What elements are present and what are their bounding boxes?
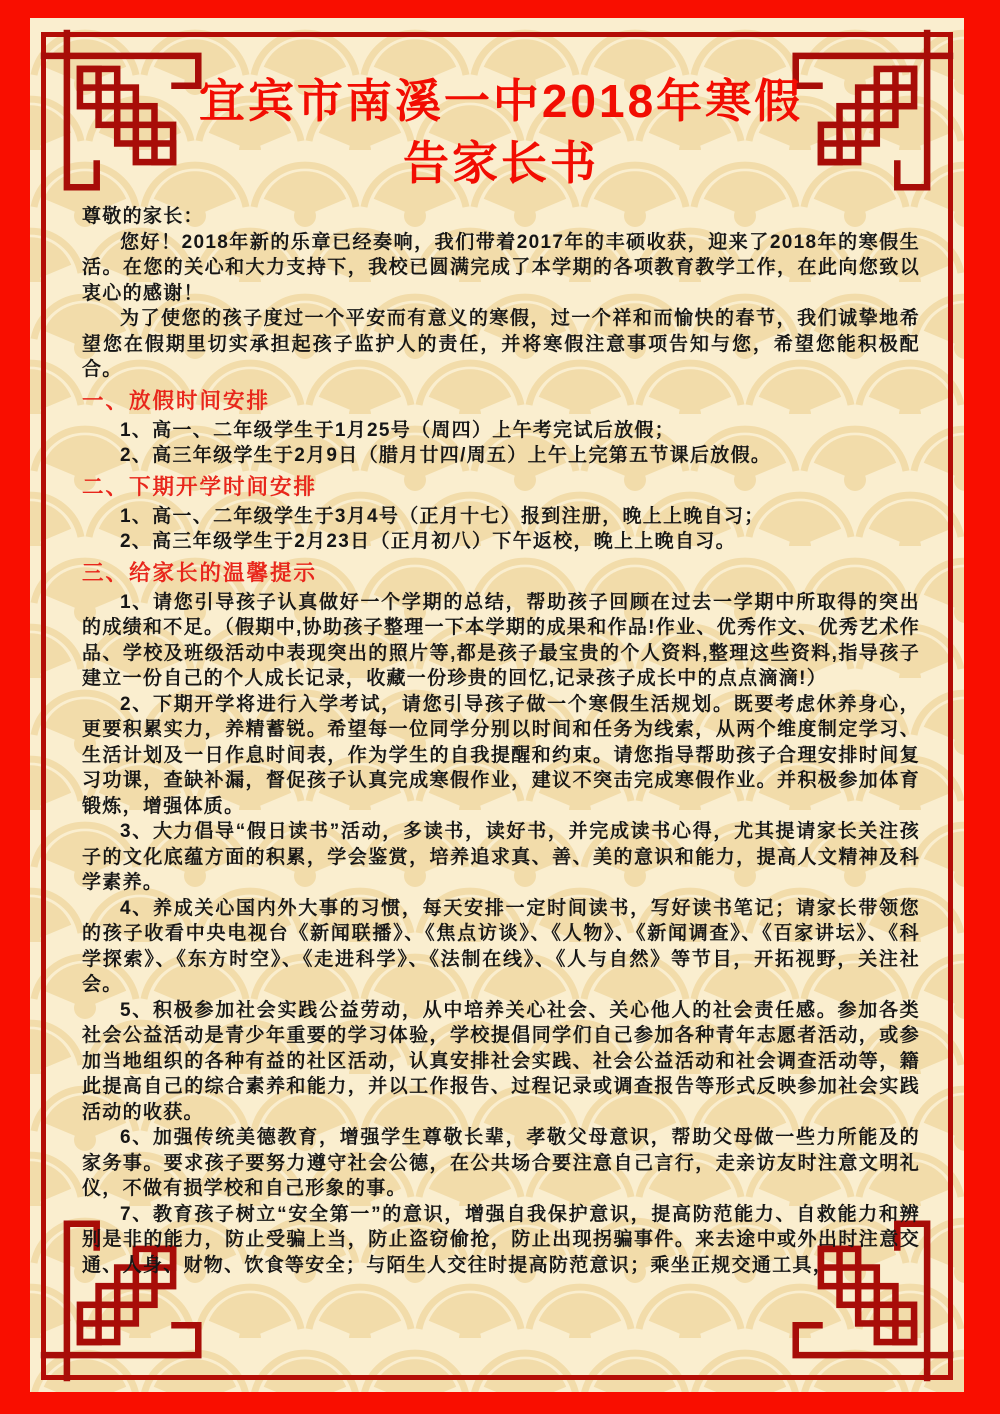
section-item: 1、高一、二年级学生于3月4号（正月十七）报到注册，晚上上晚自习； [120, 505, 765, 527]
tip-paragraph: 7、教育孩子树立“安全第一”的意识，增强自我保护意识，提高防范能力、自救能力和辨别是非的能力，防止受骗上当，防止盗窃偷抢，防止出现拐骗事件。来去途中或外出时注意交通、人身、财物、饮食等安全；与陌生人交往时提高防范意识；乘坐正规交通工具， [82, 1203, 920, 1276]
salutation: 尊敬的家长： [82, 206, 204, 227]
section-heading-1: 一、放假时间安排 [82, 388, 271, 413]
section-item: 2、高三年级学生于2月23日（正月初八）下午返校，晚上上晚自习。 [120, 531, 736, 552]
tip-paragraph: 2、下期开学将进行入学考试，请您引导孩子做一个寒假生活规划。既要考虑休养身心，更要积累实力，养精蓄锐。希望每一位同学分别以时间和任务为线索，从两个维度制定学习、生活计划及一日作息时间表，作为学生的自我提醒和约束。请您指导帮助孩子合理安排时间复习功课，查缺补漏，督促孩子认真完成寒假作业，建议不突击完成寒假作业。并积极参加体育锻炼，增强体质。 [82, 693, 920, 817]
intro-paragraph: 为了使您的孩子度过一个平安而有意义的寒假，过一个祥和而愉快的春节，我们诚挚地希望您在假期里切实承担起孩子监护人的责任，并将寒假注意事项告知与您，希望您能积极配合。 [82, 308, 920, 380]
tip-paragraph: 1、请您引导孩子认真做好一个学期的总结，帮助孩子回顾在过去一学期中所取得的突出的成绩和不足。（假期中,协助孩子整理一下本学期的成果和作品!作业、优秀作文、优秀艺术作品、学校及班级活动中表现突出的照片等,都是孩子最宝贵的个人资料,整理这些资料,指导孩子建立一份自己的个人成长记录，收藏一份珍贵的回忆,记录孩子成长中的点点滴滴!） [82, 591, 920, 689]
section-item: 2、高三年级学生于2月9日（腊月廿四/周五）上午上完第五节课后放假。 [120, 445, 772, 466]
page-title [82, 70, 920, 194]
tip-paragraph: 4、养成关心国内外大事的习惯，每天安排一定时间读书，写好读书笔记；请家长带领您的孩子收看中央电视台《新闻联播》、《焦点访谈》、《人物》、《新闻调查》、《百家讲坛》、《科学探索》、《东方时空》、《走进科学》、《法制在线》、《人与自然》等节目，开拓视野，关注社会。 [82, 897, 920, 995]
letter-body [82, 204, 920, 1278]
tip-paragraph: 5、积极参加社会实践公益劳动，从中培养关心社会、关心他人的社会责任感。参加各类社会公益活动是青少年重要的学习体验，学校提倡同学们自己参加各种青年志愿者活动，或参加当地组织的各种有益的社区活动，认真安排社会实践、社会公益活动和社会调查活动等，籍此提高自己的综合素养和能力，并以工作报告、过程记录或调查报告等形式反映参加社会实践活动的收获。 [82, 999, 920, 1123]
title-line-1: 宜宾市南溪一中2018年寒假 [198, 75, 804, 127]
paper-sheet [30, 18, 964, 1392]
tip-paragraph: 3、大力倡导“假日读书”活动，多读书，读好书，并完成读书心得，尤其提请家长关注孩子的文化底蕴方面的积累，学会鉴赏，培养追求真、善、美的意识和能力，提高人文精神及科学素养。 [82, 821, 920, 893]
section-heading-2: 二、下期开学时间安排 [82, 474, 318, 499]
letter-content [82, 58, 920, 1278]
tip-paragraph: 6、加强传统美德教育，增强学生尊敬长辈，孝敬父母意识，帮助父母做一些力所能及的家务事。要求孩子要努力遵守社会公德，在公共场合要注意自己言行，走亲访友时注意文明礼仪，不做有损学校和自己形象的事。 [82, 1127, 920, 1199]
section-heading-3: 三、给家长的温馨提示 [82, 560, 318, 585]
title-line-2: 告家长书 [403, 137, 599, 189]
intro-paragraph: 您好！2018年新的乐章已经奏响，我们带着2017年的丰硕收获，迎来了2018年的寒假生活。在您的关心和大力支持下，我校已圆满完成了本学期的各项教育教学工作，在此向您致以衷心的感谢！ [82, 231, 920, 304]
section-item: 1、高一、二年级学生于1月25号（周四）上午考完试后放假； [120, 419, 675, 441]
